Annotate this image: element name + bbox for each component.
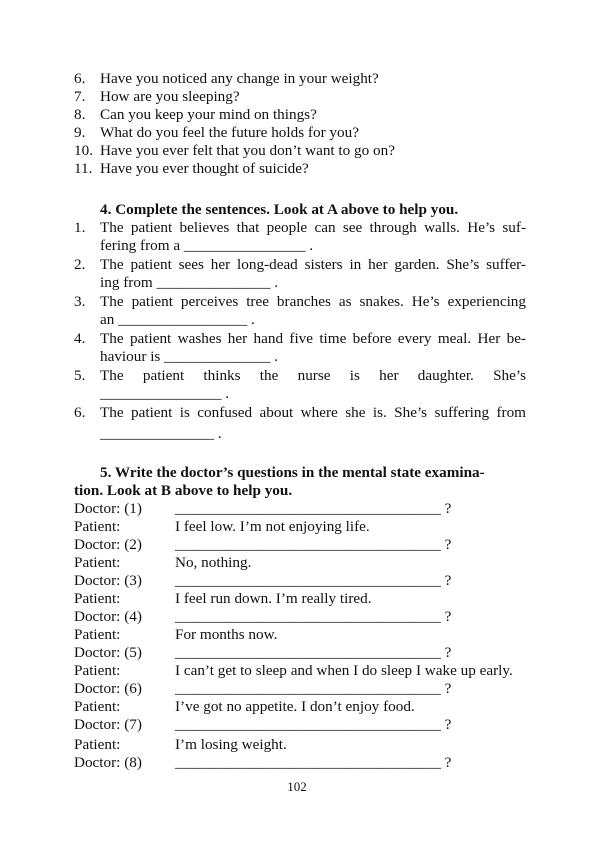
item-number: 4. <box>74 330 86 347</box>
speaker-label: Patient: <box>74 662 121 679</box>
item-number: 6. <box>74 404 86 421</box>
answer-blank[interactable]: ___________________________________ ? <box>175 716 452 733</box>
item-number: 1. <box>74 219 86 236</box>
question-number: 8. <box>74 106 86 123</box>
answer-blank[interactable]: ___________________________________ ? <box>175 608 452 625</box>
question-text: Have you ever thought of suicide? <box>100 160 309 177</box>
item-number: 2. <box>74 256 86 273</box>
patient-response: I’m losing weight. <box>175 736 287 753</box>
answer-blank[interactable]: ___________________________________ ? <box>175 572 452 589</box>
item-text-line2: fering from a ________________ . <box>100 237 314 254</box>
speaker-label: Patient: <box>74 698 121 715</box>
item-text-line1: The patient washes her hand five time before every meal. Her be- <box>100 330 526 347</box>
exercise-5-heading-line2: tion. Look at B above to help you. <box>74 482 293 499</box>
speaker-label: Patient: <box>74 590 121 607</box>
answer-blank[interactable]: ___________________________________ ? <box>175 754 452 771</box>
exercise-5-heading-line1: 5. Write the doctor’s questions in the mental state examina- <box>100 464 485 481</box>
answer-blank[interactable]: ___________________________________ ? <box>175 536 452 553</box>
patient-response: No, nothing. <box>175 554 252 571</box>
item-text-line2: ________________ . <box>100 385 230 402</box>
speaker-label: Doctor: (2) <box>74 536 142 553</box>
patient-response: I can’t get to sleep and when I do sleep I wake up early. <box>175 662 513 679</box>
item-text-line2: ing from _______________ . <box>100 274 279 291</box>
speaker-label: Doctor: (1) <box>74 500 142 517</box>
item-text-line1: The patient is confused about where she is. She’s suffering from <box>100 404 526 421</box>
question-text: Have you noticed any change in your weight? <box>100 70 379 87</box>
question-number: 6. <box>74 70 86 87</box>
answer-blank[interactable]: ___________________________________ ? <box>175 644 452 661</box>
exercise-4-heading: 4. Complete the sentences. Look at A above to help you. <box>100 201 459 218</box>
speaker-label: Doctor: (6) <box>74 680 142 697</box>
question-number: 9. <box>74 124 86 141</box>
speaker-label: Doctor: (4) <box>74 608 142 625</box>
patient-response: I feel run down. I’m really tired. <box>175 590 372 607</box>
item-number: 5. <box>74 367 86 384</box>
answer-blank[interactable]: ___________________________________ ? <box>175 500 452 517</box>
speaker-label: Patient: <box>74 518 121 535</box>
answer-blank[interactable]: ___________________________________ ? <box>175 680 452 697</box>
patient-response: I’ve got no appetite. I don’t enjoy food. <box>175 698 415 715</box>
question-text: How are you sleeping? <box>100 88 240 105</box>
item-number: 3. <box>74 293 86 310</box>
item-text-line2: _______________ . <box>100 425 222 442</box>
speaker-label: Patient: <box>74 626 121 643</box>
item-text-line1: The patient perceives tree branches as snakes. He’s experiencing <box>100 293 526 310</box>
speaker-label: Patient: <box>74 554 121 571</box>
item-text-line1: The patient sees her long-dead sisters in her garden. She’s suffer- <box>100 256 526 273</box>
speaker-label: Doctor: (7) <box>74 716 142 733</box>
question-number: 11. <box>74 160 93 177</box>
page-number: 102 <box>287 779 307 794</box>
speaker-label: Patient: <box>74 736 121 753</box>
question-text: Can you keep your mind on things? <box>100 106 317 123</box>
speaker-label: Doctor: (8) <box>74 754 142 771</box>
question-text: Have you ever felt that you don’t want to go on? <box>100 142 395 159</box>
speaker-label: Doctor: (5) <box>74 644 142 661</box>
question-text: What do you feel the future holds for you? <box>100 124 359 141</box>
item-text-line1: The patient believes that people can see through walls. He’s suf- <box>100 219 526 236</box>
item-text-line1: The patient thinks the nurse is her daughter. She’s <box>100 367 526 384</box>
question-number: 10. <box>74 142 93 159</box>
patient-response: For months now. <box>175 626 278 643</box>
item-text-line2: haviour is ______________ . <box>100 348 279 365</box>
speaker-label: Doctor: (3) <box>74 572 142 589</box>
patient-response: I feel low. I’m not enjoying life. <box>175 518 370 535</box>
question-number: 7. <box>74 88 86 105</box>
item-text-line2: an _________________ . <box>100 311 255 328</box>
